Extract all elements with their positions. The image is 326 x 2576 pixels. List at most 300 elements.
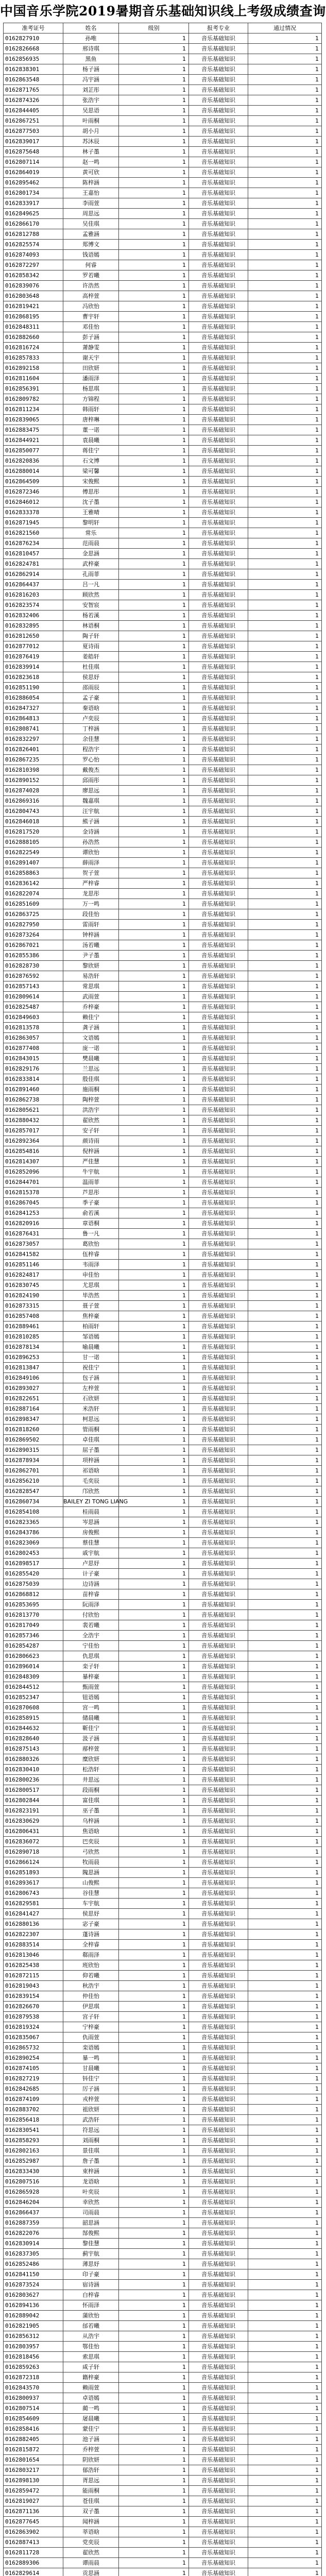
table-row — [4, 951, 322, 961]
cell-result: 1 — [248, 796, 322, 806]
cell-major: 音乐基础知识 — [189, 1847, 248, 1857]
cell-exam-number: 0162844405 — [4, 106, 63, 116]
table-row — [4, 714, 322, 724]
cell-level: 1 — [119, 260, 189, 270]
cell-name: 傅思彤 — [63, 487, 119, 497]
table-row — [4, 2032, 322, 2043]
cell-result: 1 — [248, 909, 322, 920]
cell-level: 1 — [119, 631, 189, 641]
cell-exam-number: 0162828730 — [4, 961, 63, 971]
header-level: 级别 — [119, 23, 189, 33]
cell-result: 1 — [248, 1971, 322, 1981]
cell-name: 邢诗琪 — [63, 44, 119, 54]
cell-exam-number: 0162803217 — [4, 2465, 63, 2476]
cell-level: 1 — [119, 281, 189, 291]
cell-level: 1 — [119, 415, 189, 425]
cell-result: 1 — [248, 2043, 322, 2053]
cell-level: 1 — [119, 2414, 189, 2424]
cell-major: 音乐基础知识 — [189, 1146, 248, 1157]
cell-exam-number: 0162853695 — [4, 1600, 63, 1610]
cell-exam-number: 0162866170 — [4, 219, 63, 229]
cell-exam-number: 0162830410 — [4, 1765, 63, 1775]
cell-name: 栾子轩 — [63, 1662, 119, 1672]
cell-exam-number: 0162872297 — [4, 260, 63, 270]
cell-exam-number: 0162857017 — [4, 1126, 63, 1136]
cell-major: 音乐基础知识 — [189, 2094, 248, 2105]
cell-name: 龚子涵 — [63, 1023, 119, 1033]
cell-result: 1 — [248, 889, 322, 899]
cell-major: 音乐基础知识 — [189, 1600, 248, 1610]
table-row — [4, 1641, 322, 1651]
cell-name: 侯思妤 — [63, 1909, 119, 1919]
cell-result: 1 — [248, 672, 322, 683]
cell-exam-number: 0162806431 — [4, 1826, 63, 1837]
table-row — [4, 363, 322, 374]
cell-level: 1 — [119, 497, 189, 507]
table-row — [4, 507, 322, 518]
cell-major: 音乐基础知识 — [189, 343, 248, 353]
cell-major: 音乐基础知识 — [189, 1445, 248, 1455]
cell-major: 音乐基础知识 — [189, 714, 248, 724]
cell-major: 音乐基础知识 — [189, 1662, 248, 1672]
cell-exam-number: 0162856391 — [4, 384, 63, 394]
cell-name: 牧雨晨 — [63, 1857, 119, 1868]
cell-exam-number: 0162830914 — [4, 2239, 63, 2249]
cell-name: 吴思语 — [63, 106, 119, 116]
cell-result: 1 — [248, 435, 322, 446]
table-row — [4, 590, 322, 600]
cell-major: 音乐基础知识 — [189, 446, 248, 456]
cell-result: 1 — [248, 1600, 322, 1610]
table-row — [4, 1033, 322, 1043]
cell-level: 1 — [119, 1064, 189, 1074]
cell-name: 刘芷彤 — [63, 85, 119, 95]
table-row — [4, 497, 322, 507]
cell-level: 1 — [119, 1043, 189, 1054]
cell-exam-number: 0162856210 — [4, 1476, 63, 1486]
cell-result: 1 — [248, 2383, 322, 2393]
cell-level: 1 — [119, 2548, 189, 2558]
cell-level: 1 — [119, 518, 189, 528]
cell-major: 音乐基础知识 — [189, 951, 248, 961]
cell-name: 万一鸣 — [63, 899, 119, 909]
cell-exam-number: 0162854108 — [4, 1507, 63, 1517]
cell-level: 1 — [119, 2506, 189, 2517]
cell-major: 音乐基础知识 — [189, 2383, 248, 2393]
cell-level: 1 — [119, 1929, 189, 1940]
cell-level: 1 — [119, 672, 189, 683]
table-row — [4, 435, 322, 446]
cell-major: 音乐基础知识 — [189, 538, 248, 549]
table-row — [4, 1919, 322, 1929]
cell-name: 许浩然 — [63, 281, 119, 291]
cell-result: 1 — [248, 2496, 322, 2506]
cell-major: 音乐基础知识 — [189, 384, 248, 394]
cell-exam-number: 0162836142 — [4, 878, 63, 889]
cell-name: 牛宇航 — [63, 1167, 119, 1177]
cell-level: 1 — [119, 1363, 189, 1373]
cell-result: 1 — [248, 1023, 322, 1033]
cell-major: 音乐基础知识 — [189, 765, 248, 775]
cell-level: 1 — [119, 2517, 189, 2527]
cell-name: 闻梓涵 — [63, 2517, 119, 2527]
cell-result: 1 — [248, 1198, 322, 1208]
cell-level: 1 — [119, 920, 189, 930]
cell-exam-number: 0162851146 — [4, 1260, 63, 1270]
cell-level: 1 — [119, 1775, 189, 1785]
cell-exam-number: 0162880136 — [4, 1919, 63, 1929]
cell-result: 1 — [248, 1929, 322, 1940]
cell-level: 1 — [119, 2043, 189, 2053]
cell-exam-number: 0162880326 — [4, 1754, 63, 1765]
cell-major: 音乐基础知识 — [189, 2053, 248, 2063]
cell-exam-number: 0162821905 — [4, 2321, 63, 2331]
cell-level: 1 — [119, 157, 189, 167]
cell-level: 1 — [119, 2476, 189, 2486]
cell-exam-number: 0162848311 — [4, 322, 63, 332]
cell-major: 音乐基础知识 — [189, 332, 248, 343]
cell-result: 1 — [248, 322, 322, 332]
table-row — [4, 672, 322, 683]
cell-level: 1 — [119, 384, 189, 394]
cell-name: 暴梓豪 — [63, 1672, 119, 1682]
cell-name: 冯宇涵 — [63, 75, 119, 85]
cell-major: 音乐基础知识 — [189, 2434, 248, 2445]
cell-exam-number: 0162811728 — [4, 2548, 63, 2558]
cell-major: 音乐基础知识 — [189, 95, 248, 106]
cell-exam-number: 0162877408 — [4, 1043, 63, 1054]
cell-result: 1 — [248, 981, 322, 992]
cell-exam-number: 0162802844 — [4, 1795, 63, 1806]
cell-major: 音乐基础知识 — [189, 662, 248, 672]
cell-exam-number: 0162836072 — [4, 1837, 63, 1847]
cell-major: 音乐基础知识 — [189, 1033, 248, 1043]
table-row — [4, 961, 322, 971]
cell-name: 邴梓萱 — [63, 1744, 119, 1754]
cell-exam-number: 0162872115 — [4, 1971, 63, 1981]
table-row — [4, 1167, 322, 1177]
cell-level: 1 — [119, 909, 189, 920]
cell-result: 1 — [248, 1126, 322, 1136]
cell-level: 1 — [119, 2156, 189, 2166]
cell-result: 1 — [248, 1950, 322, 1960]
cell-result: 1 — [248, 806, 322, 817]
cell-exam-number: 0162839076 — [4, 281, 63, 291]
cell-result: 1 — [248, 157, 322, 167]
cell-level: 1 — [119, 1847, 189, 1857]
cell-exam-number: 0162859263 — [4, 2362, 63, 2372]
cell-exam-number: 0162873264 — [4, 930, 63, 940]
cell-level: 1 — [119, 312, 189, 322]
cell-exam-number: 0162871136 — [4, 2506, 63, 2517]
cell-level: 1 — [119, 2445, 189, 2455]
cell-name: 钭佳宁 — [63, 2074, 119, 2084]
cell-exam-number: 0162898347 — [4, 1414, 63, 1425]
cell-result: 1 — [248, 2527, 322, 2537]
cell-major: 音乐基础知识 — [189, 2445, 248, 2455]
cell-major: 音乐基础知识 — [189, 456, 248, 466]
table-row — [4, 312, 322, 322]
cell-major: 音乐基础知识 — [189, 1208, 248, 1218]
table-row — [4, 1878, 322, 1888]
cell-result: 1 — [248, 652, 322, 662]
cell-name: 林语桐 — [63, 621, 119, 631]
cell-name: 富佳琪 — [63, 1795, 119, 1806]
cell-name: 胡小月 — [63, 126, 119, 137]
cell-name: 叶雨桐 — [63, 116, 119, 126]
cell-level: 1 — [119, 1806, 189, 1816]
cell-result: 1 — [248, 1620, 322, 1631]
cell-exam-number: 0162827219 — [4, 2074, 63, 2084]
cell-name: 全浩宇 — [63, 1631, 119, 1641]
cell-result: 1 — [248, 1002, 322, 1012]
cell-major: 音乐基础知识 — [189, 2311, 248, 2321]
cell-name: 栾语嫣 — [63, 2043, 119, 2053]
cell-exam-number: 0162827910 — [4, 33, 63, 44]
table-row — [4, 2321, 322, 2331]
cell-result: 1 — [248, 54, 322, 64]
cell-result: 1 — [248, 1455, 322, 1466]
cell-major: 音乐基础知识 — [189, 837, 248, 848]
cell-exam-number: 0162821560 — [4, 528, 63, 538]
table-row — [4, 425, 322, 435]
cell-result: 1 — [248, 714, 322, 724]
cell-major: 音乐基础知识 — [189, 425, 248, 435]
cell-result: 1 — [248, 2012, 322, 2022]
table-row — [4, 2146, 322, 2156]
cell-name: 唐梓琳 — [63, 415, 119, 425]
cell-exam-number: 0162808741 — [4, 724, 63, 734]
cell-name: 郜俊熙 — [63, 2228, 119, 2239]
cell-exam-number: 0162898517 — [4, 1558, 63, 1569]
cell-name: 从浩宇 — [63, 2331, 119, 2342]
cell-result: 1 — [248, 1610, 322, 1620]
table-row — [4, 837, 322, 848]
cell-name: 索思琪 — [63, 2352, 119, 2362]
cell-level: 1 — [119, 2383, 189, 2393]
cell-major: 音乐基础知识 — [189, 2548, 248, 2558]
cell-level: 1 — [119, 126, 189, 137]
cell-major: 音乐基础知识 — [189, 631, 248, 641]
cell-exam-number: 0162828547 — [4, 1486, 63, 1497]
cell-level: 1 — [119, 1940, 189, 1950]
cell-exam-number: 0162875648 — [4, 147, 63, 157]
cell-level: 1 — [119, 229, 189, 240]
cell-name: 方锦程 — [63, 394, 119, 404]
cell-name: 党奕辰 — [63, 2537, 119, 2548]
table-row — [4, 1579, 322, 1589]
cell-name: 董一诺 — [63, 425, 119, 435]
table-row — [4, 2002, 322, 2012]
cell-major: 音乐基础知识 — [189, 2558, 248, 2568]
cell-major: 音乐基础知识 — [189, 260, 248, 270]
cell-result: 1 — [248, 2331, 322, 2342]
cell-name: 段雨桐 — [63, 1785, 119, 1795]
cell-result: 1 — [248, 590, 322, 600]
cell-result: 1 — [248, 1177, 322, 1188]
cell-major: 音乐基础知识 — [189, 1837, 248, 1847]
table-row — [4, 1342, 322, 1352]
cell-major: 音乐基础知识 — [189, 703, 248, 714]
cell-exam-number: 0162819324 — [4, 2022, 63, 2032]
table-row — [4, 374, 322, 384]
table-row — [4, 240, 322, 250]
cell-result: 1 — [248, 734, 322, 744]
cell-name: 程浩宇 — [63, 744, 119, 755]
cell-exam-number: 0162803648 — [4, 291, 63, 301]
cell-exam-number: 0162809614 — [4, 992, 63, 1002]
table-row — [4, 1023, 322, 1033]
cell-major: 音乐基础知识 — [189, 1373, 248, 1383]
table-row — [4, 1084, 322, 1095]
cell-exam-number: 0162859472 — [4, 2486, 63, 2496]
cell-major: 音乐基础知识 — [189, 2084, 248, 2094]
cell-level: 1 — [119, 559, 189, 569]
cell-result: 1 — [248, 1940, 322, 1950]
cell-exam-number: 0162874326 — [4, 95, 63, 106]
cell-name: 项梓涵 — [63, 1455, 119, 1466]
cell-level: 1 — [119, 580, 189, 590]
cell-result: 1 — [248, 1816, 322, 1826]
table-row — [4, 621, 322, 631]
cell-name: 叶奕辰 — [63, 2187, 119, 2197]
cell-exam-number: 0162858342 — [4, 270, 63, 281]
cell-major: 音乐基础知识 — [189, 775, 248, 786]
cell-level: 1 — [119, 178, 189, 188]
cell-result: 1 — [248, 1734, 322, 1744]
cell-level: 1 — [119, 1651, 189, 1662]
cell-result: 1 — [248, 1857, 322, 1868]
cell-level: 1 — [119, 1033, 189, 1043]
cell-exam-number: 0162869316 — [4, 796, 63, 806]
cell-level: 1 — [119, 2403, 189, 2414]
table-row — [4, 1868, 322, 1878]
cell-major: 音乐基础知识 — [189, 188, 248, 198]
cell-major: 音乐基础知识 — [189, 1126, 248, 1136]
cell-major: 音乐基础知识 — [189, 2043, 248, 2053]
cell-name: 蒋佳宁 — [63, 446, 119, 456]
cell-result: 1 — [248, 1167, 322, 1177]
cell-exam-number: 0162890254 — [4, 2053, 63, 2063]
cell-name: 武雨萱 — [63, 992, 119, 1002]
cell-exam-number: 0162817049 — [4, 1620, 63, 1631]
cell-level: 1 — [119, 734, 189, 744]
table-row — [4, 1909, 322, 1919]
cell-exam-number: 0162811604 — [4, 374, 63, 384]
cell-exam-number: 0162839017 — [4, 137, 63, 147]
cell-major: 音乐基础知识 — [189, 2146, 248, 2156]
cell-name: 厉子涵 — [63, 2084, 119, 2094]
cell-name: 孙浩然 — [63, 837, 119, 848]
cell-result: 1 — [248, 229, 322, 240]
cell-result: 1 — [248, 775, 322, 786]
table-row — [4, 2331, 322, 2342]
cell-level: 1 — [119, 2568, 189, 2576]
cell-name: 伊思琪 — [63, 2002, 119, 2012]
table-row — [4, 157, 322, 167]
cell-result: 1 — [248, 683, 322, 693]
cell-major: 音乐基础知识 — [189, 1321, 248, 1332]
cell-level: 1 — [119, 1218, 189, 1229]
cell-exam-number: 0162860734 — [4, 1497, 63, 1507]
cell-major: 音乐基础知识 — [189, 1218, 248, 1229]
cell-result: 1 — [248, 1960, 322, 1971]
cell-result: 1 — [248, 2208, 322, 2218]
cell-major: 音乐基础知识 — [189, 1610, 248, 1620]
cell-result: 1 — [248, 1105, 322, 1115]
cell-level: 1 — [119, 2208, 189, 2218]
cell-exam-number: 0162823574 — [4, 600, 63, 611]
cell-result: 1 — [248, 848, 322, 858]
table-row — [4, 2476, 322, 2486]
cell-result: 1 — [248, 786, 322, 796]
cell-major: 音乐基础知识 — [189, 1806, 248, 1816]
table-header-row — [4, 23, 322, 33]
table-row — [4, 2537, 322, 2548]
table-row — [4, 384, 322, 394]
cell-result: 1 — [248, 2548, 322, 2558]
cell-name: 武梓豪 — [63, 559, 119, 569]
cell-name: 雷雨轩 — [63, 920, 119, 930]
cell-exam-number: 0162813046 — [4, 1950, 63, 1960]
cell-major: 音乐基础知识 — [189, 1991, 248, 2002]
cell-major: 音乐基础知识 — [189, 899, 248, 909]
cell-level: 1 — [119, 75, 189, 85]
cell-exam-number: 0162893617 — [4, 1878, 63, 1888]
cell-level: 1 — [119, 641, 189, 652]
cell-major: 音乐基础知识 — [189, 229, 248, 240]
cell-major: 音乐基础知识 — [189, 1291, 248, 1301]
cell-result: 1 — [248, 2403, 322, 2414]
cell-major: 音乐基础知识 — [189, 1641, 248, 1651]
cell-exam-number: 0162822549 — [4, 848, 63, 858]
cell-name: 秋浩宇 — [63, 1981, 119, 1991]
cell-result: 1 — [248, 2094, 322, 2105]
table-row — [4, 1610, 322, 1620]
cell-level: 1 — [119, 1744, 189, 1754]
cell-major: 音乐基础知识 — [189, 621, 248, 631]
cell-exam-number: 0162851190 — [4, 683, 63, 693]
cell-name: 孔雨菲 — [63, 569, 119, 580]
table-row — [4, 1280, 322, 1291]
table-row — [4, 394, 322, 404]
cell-major: 音乐基础知识 — [189, 147, 248, 157]
cell-level: 1 — [119, 858, 189, 868]
table-row — [4, 54, 322, 64]
cell-result: 1 — [248, 343, 322, 353]
table-row — [4, 167, 322, 178]
cell-major: 音乐基础知识 — [189, 2537, 248, 2548]
cell-result: 1 — [248, 1383, 322, 1394]
cell-exam-number: 0162852347 — [4, 1692, 63, 1703]
cell-name: 隗思涵 — [63, 1868, 119, 1878]
cell-exam-number: 0162876431 — [4, 1229, 63, 1239]
cell-level: 1 — [119, 2259, 189, 2269]
cell-major: 音乐基础知识 — [189, 466, 248, 477]
cell-level: 1 — [119, 1466, 189, 1476]
cell-major: 音乐基础知识 — [189, 1971, 248, 1981]
cell-result: 1 — [248, 2146, 322, 2156]
table-row — [4, 1620, 322, 1631]
cell-name: 伍梓睿 — [63, 1249, 119, 1260]
table-row — [4, 1950, 322, 1960]
table-row — [4, 2558, 322, 2568]
cell-exam-number: 0162818260 — [4, 1425, 63, 1435]
cell-result: 1 — [248, 1043, 322, 1054]
table-row — [4, 683, 322, 693]
cell-major: 音乐基础知识 — [189, 2527, 248, 2537]
cell-level: 1 — [119, 1260, 189, 1270]
